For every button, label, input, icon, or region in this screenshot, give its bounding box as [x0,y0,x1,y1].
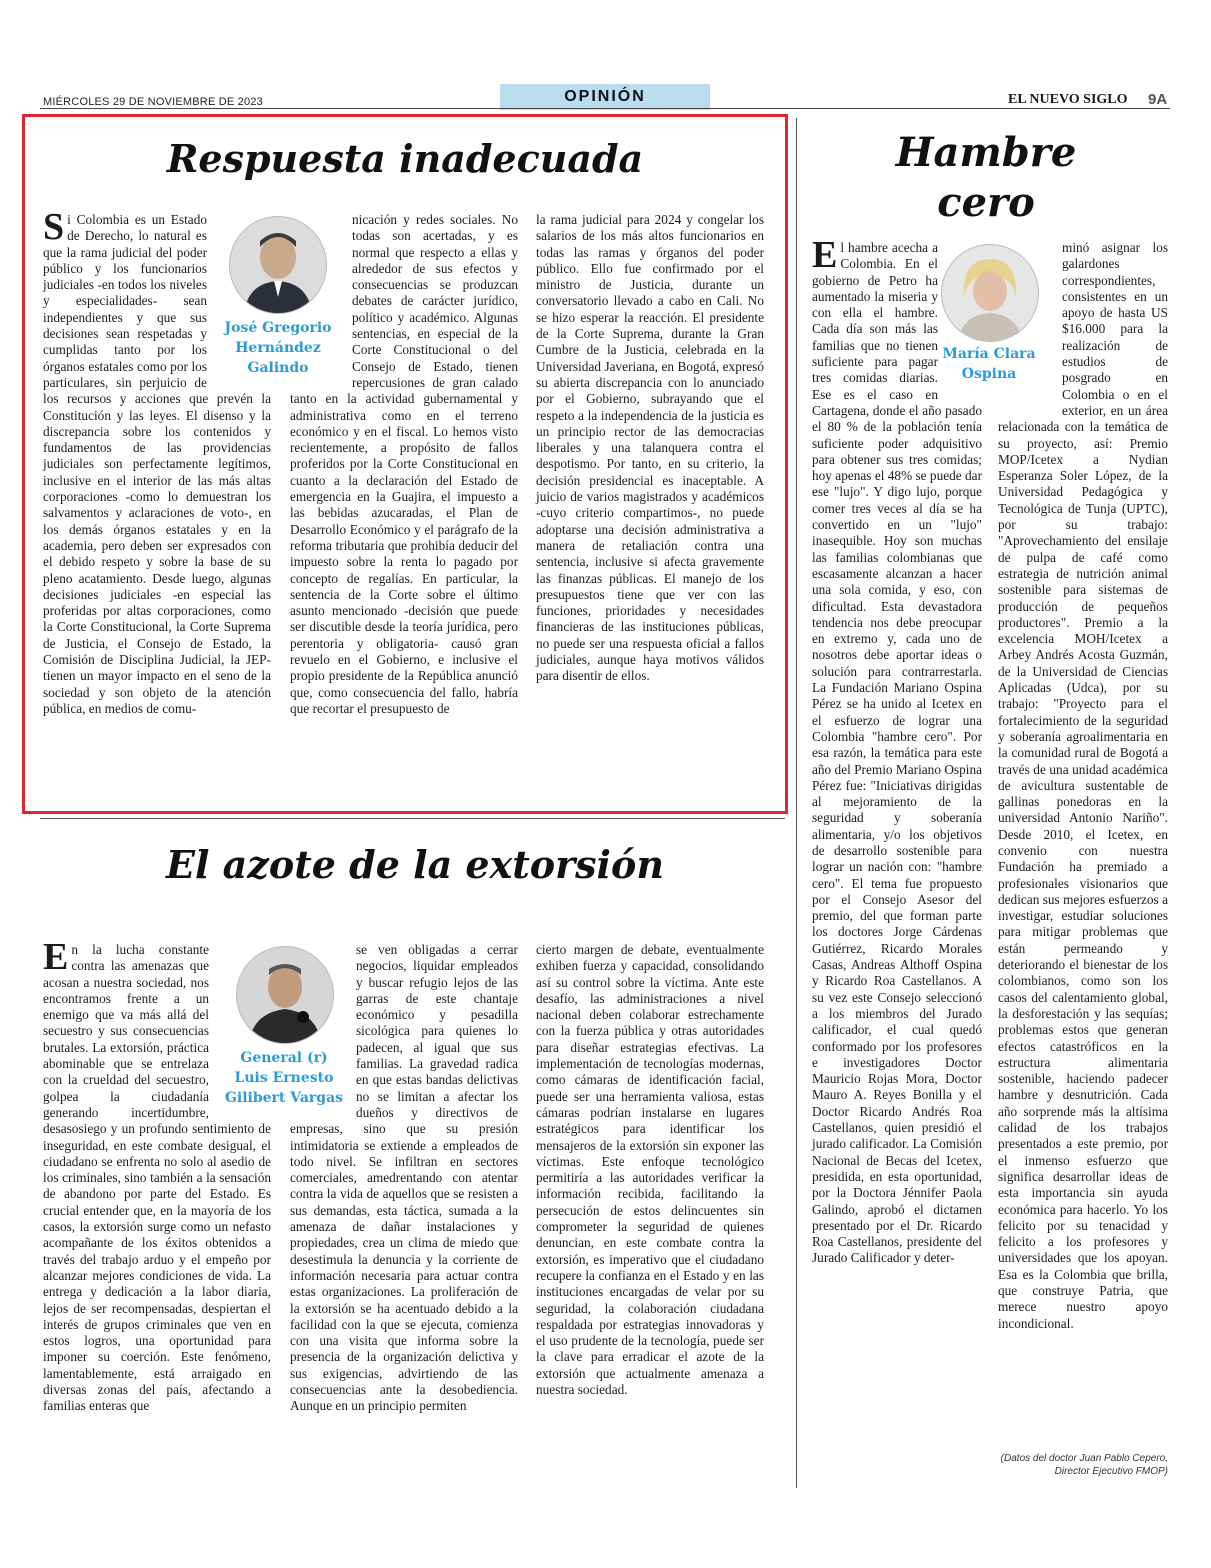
article-title: El azote de la extorsión [166,842,664,887]
photo-gap [209,942,271,1108]
column-text: El hambre acecha a Colombia. En el gobierno de Petro ha aumentado la miseria y con ella el hambre. Cada día son más las familias que no tienen suficiente para pagar tres comidas diarias. Ese es el caso en Cartagena, donde el año pasado el 80 % de la población tenía suficiente poder adquisitivo para obtener sus tres comidas; hoy apenas el 48% se puede dar ese "lujo". Y digo lujo, porque comer tres veces al día se ha convertido en un "lujo" inasequible. Hoy son muchas las familias colombianas que escasamente alcanzan a hacer una sola comida, y eso, con dificultad. Esta devastadora tendencia nos debe preocupar en extremo y, cada uno de nosotros debe aportar ideas o solución para contrarrestarla. La Fundación Mariano Ospina Pérez se ha unido al Icetex en el esfuerzo de lograr una Colombia "hambre cero". Por esa razón, la temática para este año del Premio Mariano Ospina Pérez fue: "Iniciativas dirigidas al mejoramiento de la seguridad y soberanía alimentaria, y/o los objetivos de desarrollo sostenible para lograr un nación con: "hambre cero". El tema fue propuesto por el Consejo Asesor del premio, del que forman parte los doctores Jorge Cárdenas Gutiérrez, Ricardo Morales Casas, Andreas Althoff Ospina y Ricardo Roa Castellanos. A su vez este Consejo seleccionó a los miembros del Jurado calificador, el cual quedó conformado por los profesores e investigadores Doctor Mauricio Rojas Mora, Doctor Mauro A. Reyes Bonilla y el Doctor Ricardo Andrés Roa Castellanos, quien presidió el jurado calificador. La Comisión Nacional de Becas del Icetex, presidida, en esta oportunidad, por la Doctora Jénnifer Paola Galindo, aprobó el dictamen presentado por el Dr. Ricardo Roa Castellanos, presidente del Jurado Calificador y deter- [812,234,982,1266]
page-number: 9A [1148,91,1168,108]
column-text: minó asignar los galardones correspondientes, consistentes en un apoyo de hasta US $16.000 para la realización de estudios de posgrado en Colombia o en el exterior, en un área relacionada con la temática de su proyecto, así: Premio MOP/Icetex a Nydian Esperanza Soler López, de la Universidad Pedagógica y Tecnológica de Tunja (UPTC), por su trabajo: "Aprovechamiento del ensilaje de pulpa de café como estrategia de nutrición animal sostenible para sistemas de producción de pequeños productores". Premio a la excelencia MOH/Icetex a Arbey Andrés Acosta Guzmán, de la Universidad de Ciencias Aplicadas (Udca), por su trabajo: "Proyecto para el fortalecimiento de la seguridad y soberanía agroalimentaria en la comunidad rural de Bogotá a través de una unidad académica de avicultura sustentable de gallinas ponedoras en la universidad Antonio Nariño". Desde 2010, el Icetex, en convenio con nuestra Fundación ha premiado a profesionales visionarios que dedican sus mejores esfuerzos a investigar, estudiar soluciones para mitigar problemas que están permeando y deteriorando el bienestar de los colombianos, como son los casos del calentamiento global, la desforestación y las sequías; problemas estos que generan efectos catastróficos en la estructura alimentaria sostenible, haciendo padecer hambre y desnutrición. Cada año sorprende más la altísima calidad de los trabajos presentados a este premio, por el inmenso esfuerzo que significa desarrollar ideas de esta importancia sin ayuda económica para hacerlo. Yo los felicito por su tenacidad y felicito a los profesores y universidades que los apoyan. Esa es la Colombia que brilla, que construye Patria, que merece nuestro apoyo incondicional. [998,240,1168,1331]
author-name-line: María Clara [942,346,1036,362]
article-column [290,942,518,1482]
column-text: la rama judicial para 2024 y congelar los salarios de los más altos funcionarios en todas las ramas y órganos del poder público. Ello fue confirmado por el ministro de Justicia, durante un conversatorio llevado a cabo en Cali. No se hizo esperar la reacción. El presidente de la Corte Suprema, durante la Gran Cumbre de la Justicia, celebrada en la Universidad Javeriana, en Bogotá, expresó su abierta discrepancia con lo anunciado por el Gobierno, subrayando que el respeto a la independencia de la justicia es un principio rector de las democracias liberales y una talanquera contra el despotismo. Por tanto, en su criterio, la decisión presidencial es inaceptable. A juicio de varios magistrados y académicos -cuyo criterio compartimos-, no puede adoptarse una decisión administrativa a manera de retaliación contra una sentencia, inclusive si afecta gravemente las finanzas públicas. El manejo de los presupuestos tiene que ver con las funciones, prioridades y necesidades financieras de las instituciones públicas, no puede ser una respuesta oficial a fallos judiciales, aunque haya motivos válidos para disentir de ellos. [536,212,764,684]
newspaper-brand: EL NUEVO SIGLO [1008,92,1128,107]
article-title-line: cero [937,179,1035,226]
article-column [43,206,271,812]
photo-gap [938,240,982,400]
article-column [536,212,764,812]
column-divider [796,118,797,1488]
photo-gap [207,212,271,384]
author-name-line: Gilibert Vargas [224,1090,344,1106]
author-name-line: Hernández [235,340,321,356]
article-title-line: Hambre [895,129,1077,176]
column-text: Si Colombia es un Estado de Derecho, lo natural es que la rama judicial del poder público y los funcionarios judiciales -en todos los niveles y especialidades- sean independientes y que sus decisiones sean respetadas y cumplidas tanto por los órganos estatales como por los particulares, sin perjuicio de los recursos y acciones que prevén la Constitución y las leyes. El disenso y la discrepancia sobre los contenidos y fundamentos de las providencias judiciales son perfectamente legítimos, inclusive en el interior de las más altas corporaciones -como lo demuestran los salvamentos y aclaraciones de voto-, en los demás órganos estatales y en la academia, pero deben ser expresados con el debido respeto y sobre la base de su pleno acatamiento. Desde luego, algunas decisiones judiciales -en especial las proferidas por altas corporaciones, como la Corte Constitucional, la Corte Suprema de Justicia, el Consejo de Estado, la Comisión de Disciplina Judicial, la JEP- tienen un mayor impacto en el seno de la sociedad y son objeto de la atención pública, en medios de comu- [43,206,271,716]
photo-gap [998,240,1062,406]
column-text: nicación y redes sociales. No todas son acertadas, y es normal que respecto a ellas y alrededor de sus efectos y consecuencias se produzcan debates de carácter jurídico, político y académico. Algunas sentencias, en especial de la Corte Constitucional o del Consejo de Estado, tienen repercusiones de gran calado tanto en la actividad gubernamental y administrativa como en el terreno económico y en el fiscal. Lo hemos visto recientemente, a propósito de fallos proferidos por la Corte Constitucional en cuanto a la declaración del Estado de emergencia en la Guajira, el impuesto a las bebidas azucaradas, el Plan de Desarrollo Económico y el parágrafo de la reforma tributaria que prohibía deducir del impuesto sobre la renta lo pagado por concepto de regalías. En particular, la sentencia de la Corte sobre el último asunto mencionado -decisión que puede ser discutible desde la teoría jurídica, pero perentoria y obligatoria- causó gran revuelo en el Gobierno, e inclusive el propio presidente de la República anunció que, como consecuencia del fallo, habría que recortar el presupuesto de [290,212,518,716]
author-name-line: Galindo [247,360,309,376]
article-title: Respuesta inadecuada [166,136,644,181]
edition-date: MIÉRCOLES 29 DE NOVIEMBRE DE 2023 [43,96,263,108]
article-column [812,234,982,1490]
article-column [536,942,764,1482]
photo-gap [290,942,356,1108]
section-divider [40,818,785,819]
section-tag: OPINIÓN [500,84,710,110]
author-name-line: Ospina [961,366,1017,382]
author-name-line: General (r) [240,1050,328,1066]
article-column [43,936,271,1482]
column-text: se ven obligadas a cerrar negocios, liquidar empleados y buscar refugio lejos de las garras de este chantaje económico y pesadilla sicológica para quienes lo padecen, al igual que sus familias. La gravedad radica en que estas bandas delictivas no se limitan a afectar los dueños y directivos de empresas, sino que su presión intimidatoria se extiende a empleados de todo nivel. Se infiltran en sectores comerciales, amedrentando con atentar contra la vida de aquellos que se resisten a sus demandas, esta táctica, sumada a la amenaza de dañar instalaciones y propiedades, crea un clima de miedo que desestimula la denuncia y la corriente de información necesaria para actuar contra estas organizaciones. La proliferación de la extorsión se ha acentuado debido a la facilidad con la que se ejecuta, comienza con una visita que informa sobre la presencia de la organización delictiva y sus exigencias, advirtiendo de las consecuencias ante la desobediencia. Aunque en un principio permiten [290,942,518,1414]
source-note: (Datos del doctor Juan Pablo Cepero, Director Ejecutivo FMOP) [1000,1453,1168,1477]
author-name-line: José Gregorio [224,320,332,336]
column-text: En la lucha constante contra las amenazas que acosan a nuestra sociedad, nos encontramos frente a un enemigo que va más allá del secuestro y sus consecuencias brutales. La extorsión, práctica abominable que se entrelaza con la crueldad del secuestro, golpea la ciudadanía generando incertidumbre, desasosiego y un profundo sentimiento de inseguridad, en este combate desigual, el ciudadano se enfrenta no solo al asedio de los criminales, sino también a la sensación de abandono por parte del Estado. Es crucial entender que, en la mayoría de los casos, la extorsión surge como un nefasto acompañante de los éxitos obtenidos a través del trabajo arduo y el empeño por alcanzar mejores condiciones de vida. La entrega y dedicación a la labor diaria, lejos de ser recompensadas, despiertan el interés de grupos criminales que ven en estos logros, una oportunidad para imponer su coerción. Este fenómeno, lamentablemente, está arraigado en diversas zonas del país, afectando a familias enteras que [43,936,271,1414]
header-rule [40,108,1170,109]
article-column [290,212,518,812]
author-name-line: Luis Ernesto [234,1070,334,1086]
article-column [998,240,1168,1470]
photo-gap [290,212,352,384]
column-text: cierto margen de debate, eventualmente exhiben fuerza y capacidad, consolidando así su control sobre la víctima. Ante este desafío, las administraciones a nivel nacional deben colaborar estrechamente con la fuerza pública y otras autoridades para diseñar estrategias efectivas. La implementación de tecnologías modernas, como cámaras de identificación facial, puede ser una herramienta valiosa, estas cámaras podrían instalarse en lugares estratégicos para identificar los mensajeros de la extorsión sin exponer las víctimas. Este enfoque tecnológico permitiría a las autoridades verificar la información recibida, facilitando la persecución de estos delincuentes sin comprometer la seguridad de quienes denuncian, en este combate contra la extorsión, es imperativo que el ciudadano recupere la confianza en el Estado y en las instituciones encargadas de velar por su seguridad, la colaboración ciudadana respaldada por estrategias innovadoras y el uso prudente de la tecnología, puede ser la clave para erradicar el azote de la extorsión que actualmente amenaza a nuestra sociedad. [536,942,764,1398]
article-title [800,128,1172,228]
